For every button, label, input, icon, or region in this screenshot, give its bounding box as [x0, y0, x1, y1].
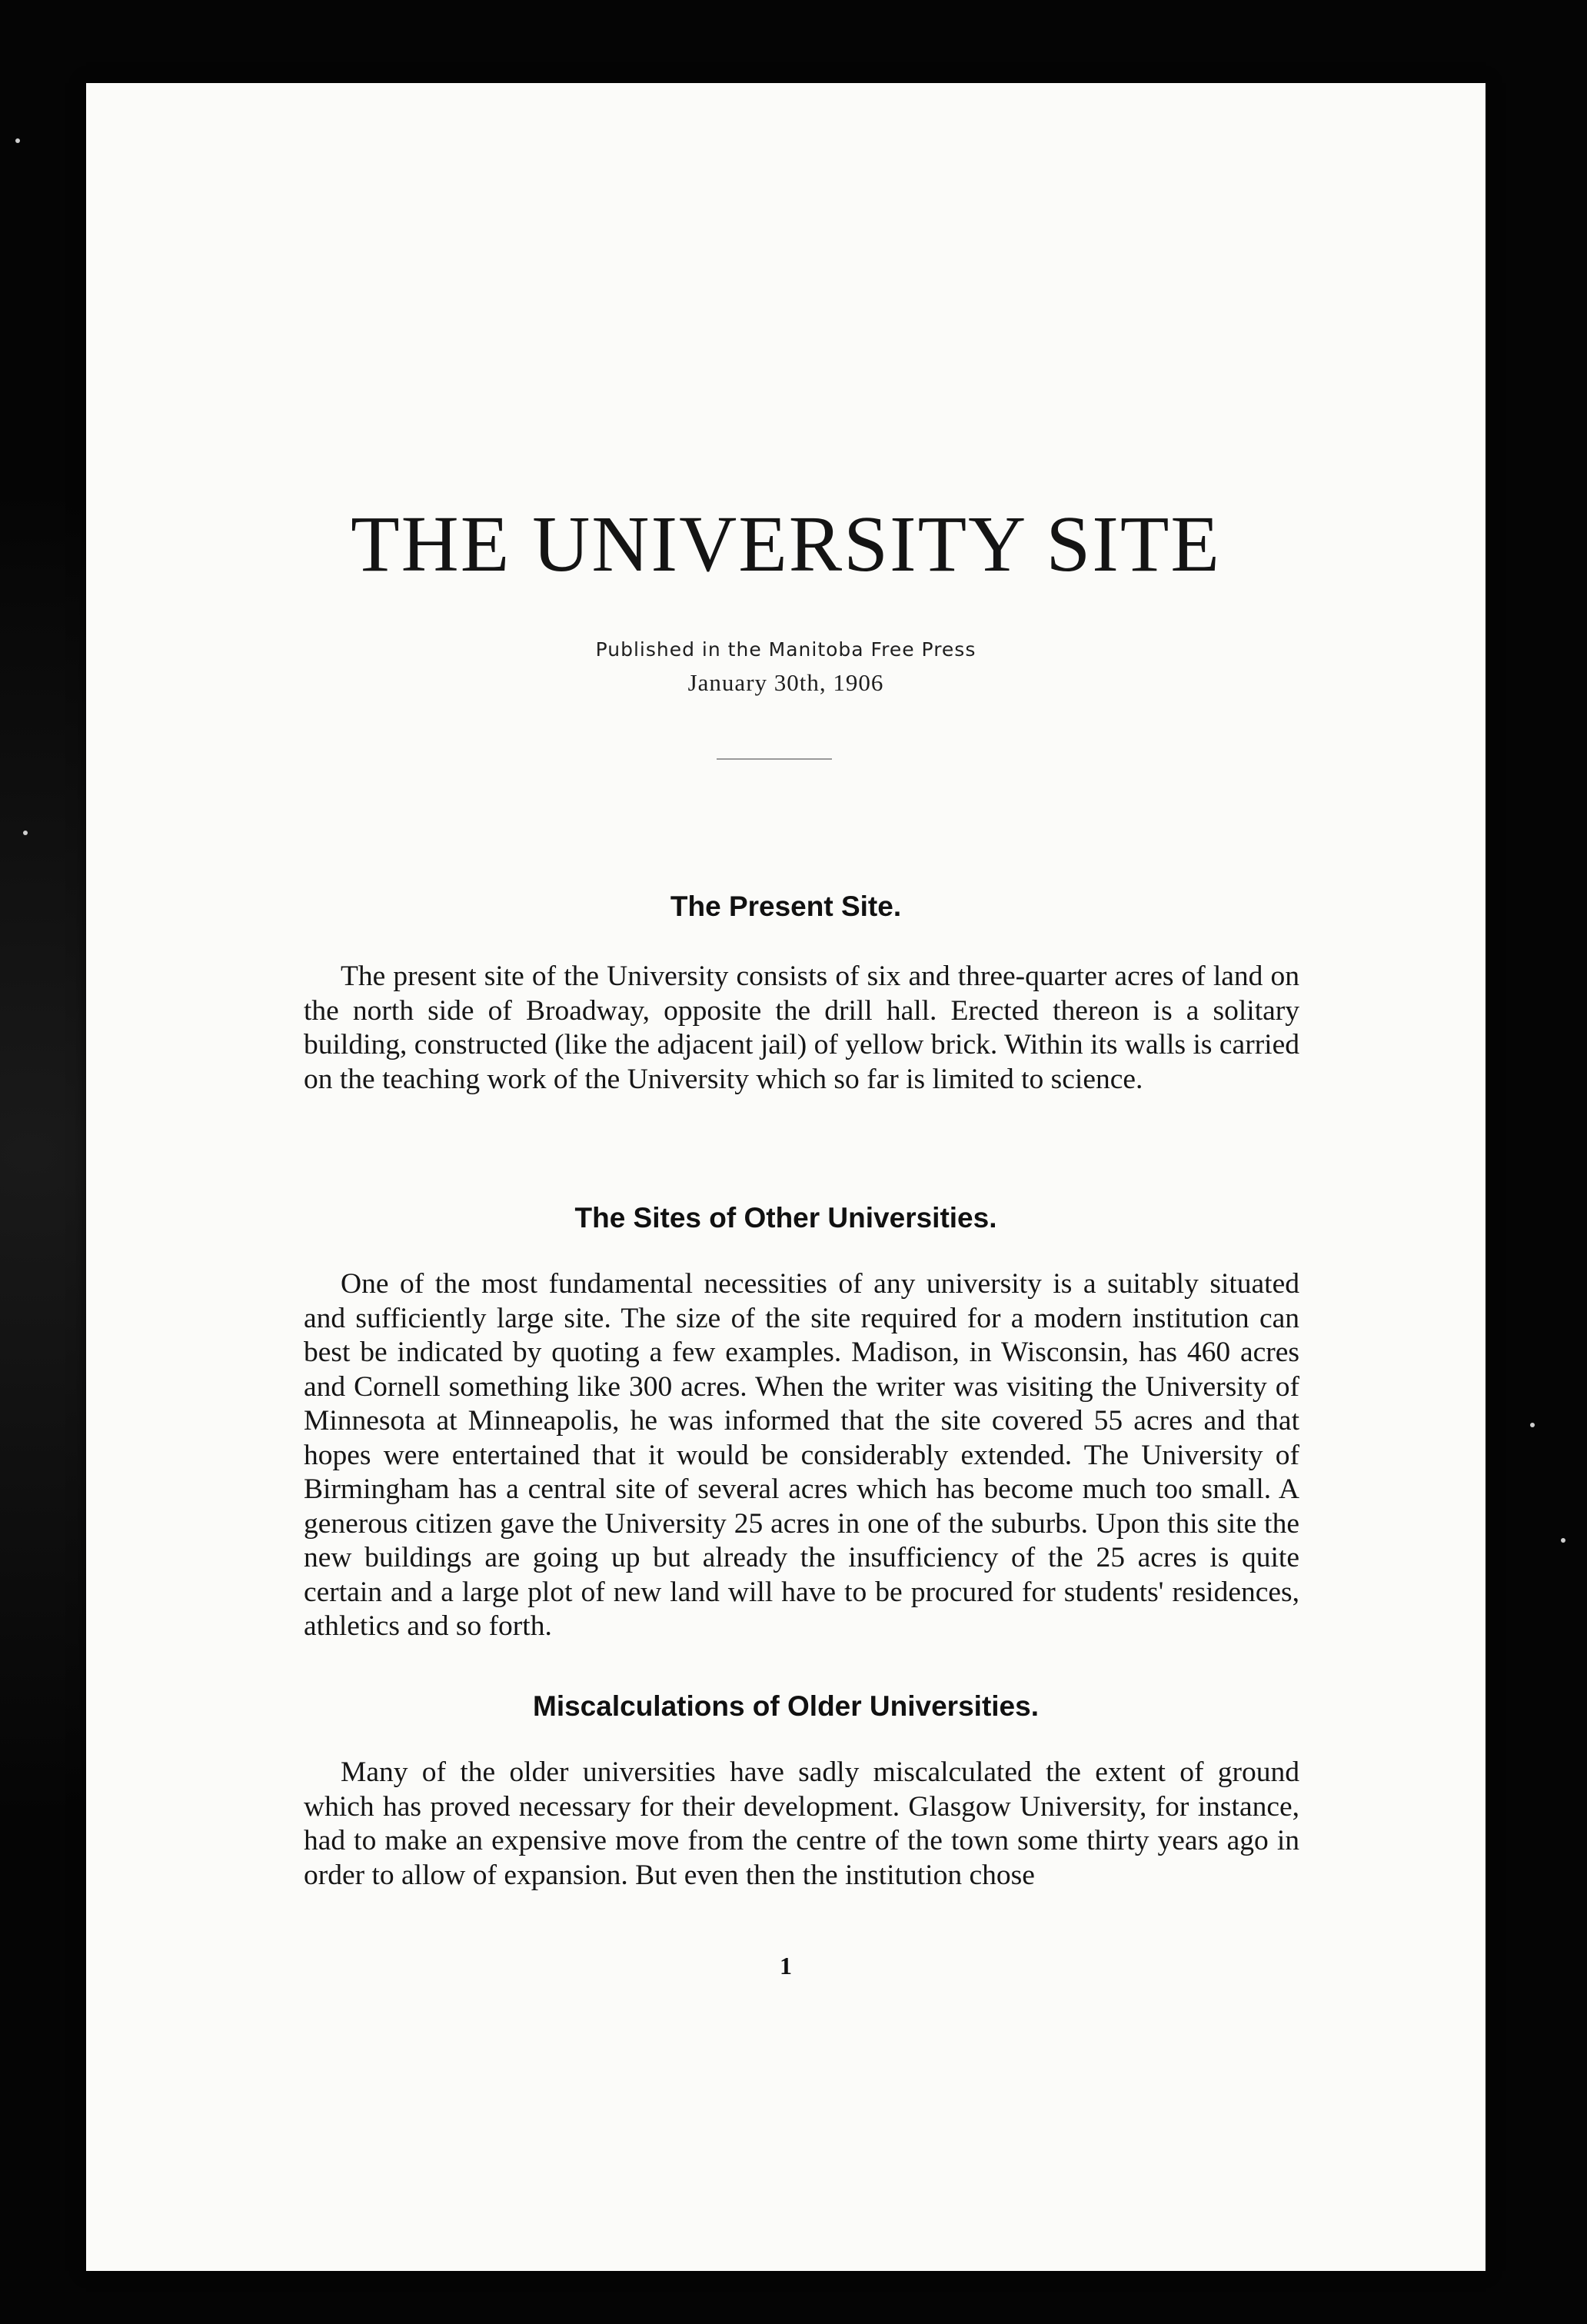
scan-speck — [15, 138, 20, 143]
section-paragraph-miscalculations: Many of the older universities have sadly miscalculated the extent of ground which has proved necessary for their development. Glasgow University, for instance, had to make an expensive move from the centre of the town some thirty years ago in order to allow of expansion. But even then the institution chose — [304, 1756, 1299, 1891]
document-page — [86, 83, 1486, 2271]
divider-rule — [717, 758, 832, 760]
section-heading-present-site: The Present Site. — [670, 891, 902, 922]
scan-speck — [1530, 1423, 1535, 1427]
section-paragraph-other-universities: One of the most fundamental necessities of any university is a suitably situated and sufficiently large site. The size of the site required for a modern institution can best be indicated by quoting a few examples. Madison, in Wisconsin, has 460 acres and Cornell something like 300 acres. When the writer was visiting the University of Minnesota at Minneapolis, he was informed that the site covered 55 acres and that hopes were entertained that it would be considerably extended. The University of Birmingham has a central site of several acres which has become much too small. A generous citizen gave the University 25 acres in one of the suburbs. Upon this site the new buildings are going up but already the insufficiency of the 25 acres is quite certain and a large plot of new land will have to be procured for students' residences, athletics and so forth. — [304, 1268, 1299, 1642]
section-paragraph-present-site: The present site of the University consists of six and three-quarter acres of land on the north side of Broadway, opposite the drill hall. Erected thereon is a solitary building, constructed (like the adjacent jail) of yellow brick. Within its walls is carried on the teaching work of the University which so far is limited to science. — [304, 961, 1299, 1095]
publication-line: Published in the Manitoba Free Press — [595, 638, 976, 661]
scan-speck — [1561, 1538, 1565, 1543]
scan-speck — [23, 831, 28, 835]
publication-date: January 30th, 1906 — [687, 669, 884, 696]
section-heading-miscalculations: Miscalculations of Older Universities. — [533, 1690, 1039, 1722]
section-heading-other-universities: The Sites of Other Universities. — [574, 1202, 997, 1234]
page-content — [86, 83, 1486, 2271]
document-title: THE UNIVERSITY SITE — [351, 500, 1221, 588]
page-number: 1 — [780, 1952, 792, 1979]
